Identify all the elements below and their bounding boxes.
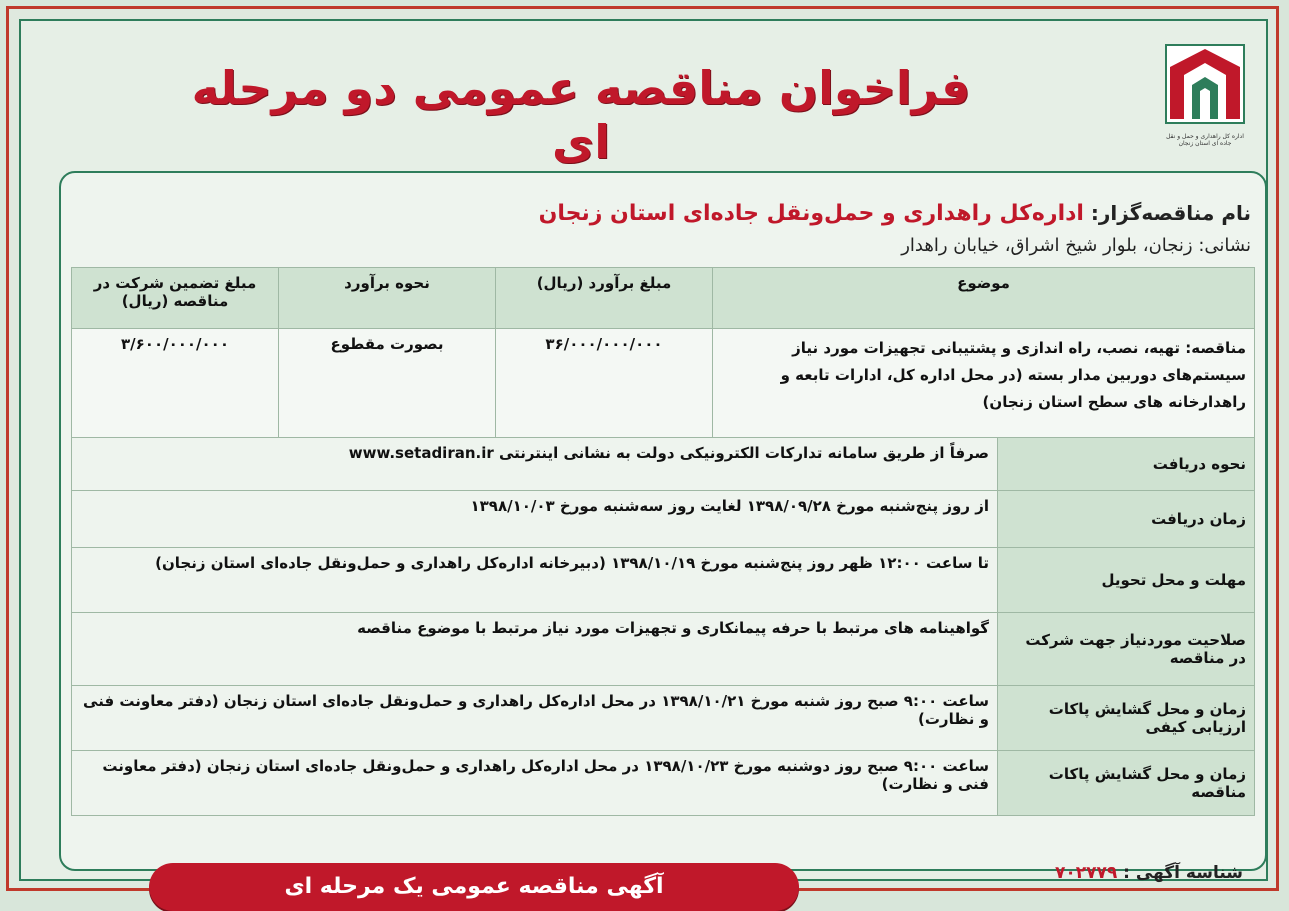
organizer-label: نام مناقصه‌گزار:: [1090, 201, 1251, 225]
table-header-row: [72, 268, 1255, 329]
detail-value: از روز پنج‌شنبه مورخ ۱۳۹۸/۰۹/۲۸ لغایت روز سه‌شنبه مورخ ۱۳۹۸/۱۰/۰۳: [72, 491, 998, 548]
subject-cell: مناقصه: تهیه، نصب، راه اندازی و پشتیبانی تجهیزات مورد نیاز سیستم‌های دوربین مدار بسته (در محل اداره کل، ادارات تابعه و راهدارخانه های سطح استان زنجان): [713, 329, 1255, 438]
detail-label: زمان و محل گشایش پاکات ارزیابی کیفی: [998, 686, 1255, 751]
detail-label: نحوه دریافت: [998, 438, 1255, 491]
header-subject: موضوع: [713, 268, 1255, 329]
detail-label: زمان و محل گشایش پاکات مناقصه: [998, 751, 1255, 816]
detail-label: صلاحیت موردنیاز جهت شرکت در مناقصه: [998, 613, 1255, 686]
logo: [1162, 41, 1248, 151]
page-title: فراخوان مناقصه عمومی دو مرحله ای: [191, 61, 971, 169]
guarantee-cell: ۳/۶۰۰/۰۰۰/۰۰۰: [72, 329, 279, 438]
detail-label: مهلت و محل تحویل: [998, 548, 1255, 613]
detail-row: [72, 686, 1255, 751]
detail-row: [72, 751, 1255, 816]
organizer-address: [901, 235, 1251, 256]
notice-frame: [19, 19, 1268, 899]
detail-value: ساعت ۹:۰۰ صبح روز دوشنبه مورخ ۱۳۹۸/۱۰/۲۳ در محل اداره‌کل راهداری و حمل‌ونقل جاده‌ای استان زنجان (دفتر معاونت فنی و نظارت): [72, 751, 998, 816]
header-estimate: مبلغ برآورد (ریال): [496, 268, 713, 329]
tender-table: [71, 267, 1255, 816]
notice-id-label: شناسه آگهی :: [1123, 863, 1243, 883]
logo-subtitle: اداره کل راهداری و حمل و نقل جاده ای استان زنجان: [1166, 133, 1244, 147]
detail-value: گواهینامه های مرتبط با حرفه پیمانکاری و تجهیزات مورد نیاز مرتبط با موضوع مناقصه: [72, 613, 998, 686]
detail-value: صرفاً از طریق سامانه تدارکات الکترونیکی دولت به نشانی اینترنتی www.setadiran.ir: [72, 438, 998, 491]
organizer-name: اداره‌کل راهداری و حمل‌ونقل جاده‌ای استان زنجان: [538, 201, 1084, 226]
notice-id-value: ۷۰۲۷۷۹: [1054, 863, 1118, 883]
estimate-method-cell: بصورت مقطوع: [279, 329, 496, 438]
address-label: نشانی:: [1198, 235, 1251, 256]
detail-label: زمان دریافت: [998, 491, 1255, 548]
detail-row: [72, 613, 1255, 686]
detail-row: [72, 491, 1255, 548]
footer-banner: آگهی مناقصه عمومی یک مرحله ای: [149, 863, 799, 911]
notice-card: [59, 171, 1267, 899]
notice-page: [6, 6, 1279, 899]
detail-row: [72, 548, 1255, 613]
organizer: [539, 201, 1251, 226]
detail-value: ساعت ۹:۰۰ صبح روز شنبه مورخ ۱۳۹۸/۱۰/۲۱ در محل اداره‌کل راهداری و حمل‌ونقل جاده‌ای استان زنجان (دفتر معاونت فنی و نظارت): [72, 686, 998, 751]
detail-row: [72, 438, 1255, 491]
notice-id: [1055, 863, 1243, 883]
subject-row: [72, 329, 1255, 438]
header-guarantee: مبلغ تضمین شرکت در مناقصه (ریال): [72, 268, 279, 329]
road-maintenance-logo-icon: [1162, 41, 1248, 127]
address-value: زنجان، بلوار شیخ اشراق، خیابان راهدار: [901, 235, 1193, 256]
header-estimate-method: نحوه برآورد: [279, 268, 496, 329]
estimate-cell: ۳۶/۰۰۰/۰۰۰/۰۰۰: [496, 329, 713, 438]
detail-value: تا ساعت ۱۲:۰۰ ظهر روز پنج‌شنبه مورخ ۱۳۹۸/۱۰/۱۹ (دبیرخانه اداره‌کل راهداری و حمل‌ونقل جاده‌ای استان زنجان): [72, 548, 998, 613]
